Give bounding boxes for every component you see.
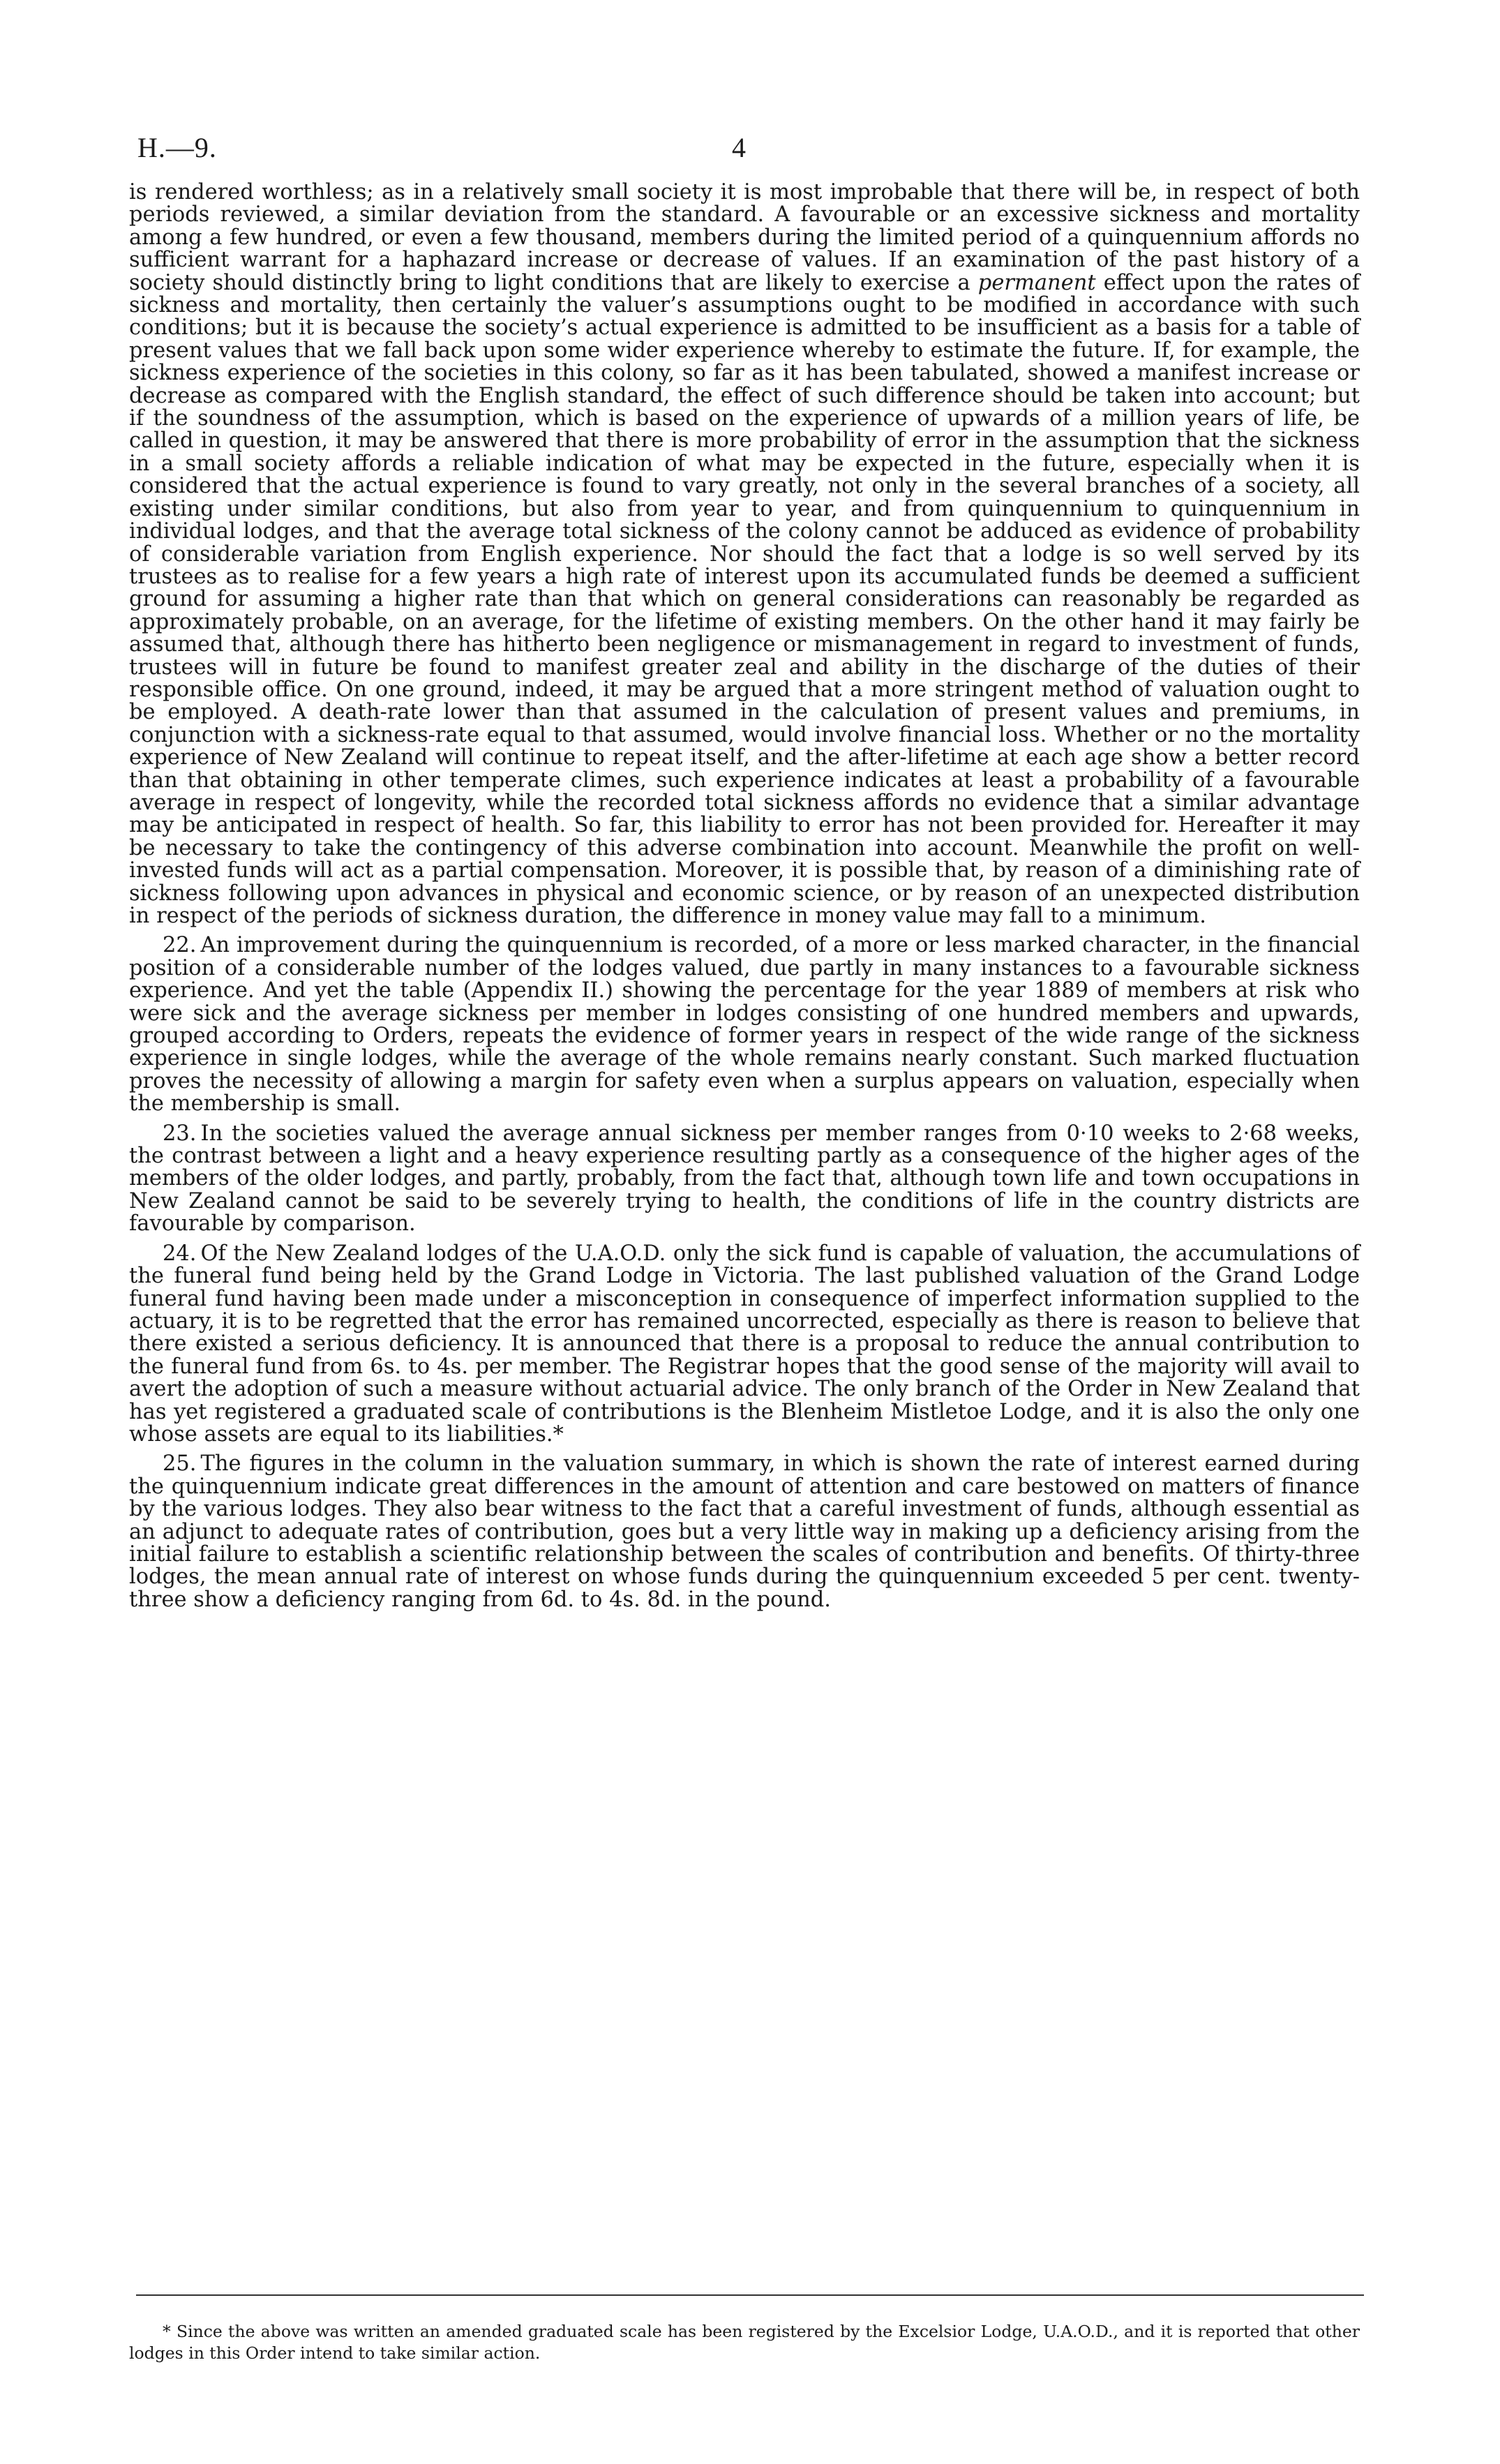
paragraph-25 (129, 1453, 1360, 1611)
text-segment: An improvement during the quinquennium is recorded, of a more or less marked character, in the financial position of a considerable number of the lodges valued, due partly in many instances to a favourable sickness experience. And yet the table (Appendix II.) showing the percentage for the year 1889 of members at risk who were sick and the average sickness per member in lodges consisting of one hundred members and upwards, grouped according to Orders, repeats the evidence of former years in respect of the wide range of the sickness experience in single lodges, while the average of the whole remains nearly constant. Such marked fluctuation proves the necessity of allowing a margin for safety even when a surplus appears on valuation, especially when the membership is small. (129, 933, 1360, 1117)
body-text (129, 181, 1360, 1618)
paragraph-23 (129, 1123, 1360, 1236)
page-header (137, 131, 1363, 173)
text-segment: effect upon the rates of sickness and mortality, then certainly the valuer’s assumptions ought to be modified in accordance with such conditions; but it is because the society’s actual experience is admitted to be insufficient as a basis for a table of present values that we fall back upon some wider experience whereby to estimate the future. If, for example, the sickness experience of the societies in this colony, so far as it has been tabulated, showed a manifest increase or decrease as compared with the English standard, the effect of such difference should be taken into account; but if the soundness of the assumption, which is based on the experience of upwards of a million years of life, be called in question, it may be answered that there is more probability of error in the assumption that the sickness in a small society affords a reliable indication of what may be expected in the future, especially when it is considered that the actual experience is found to vary greatly, not only in the several branches of a society, all existing under similar conditions, but also from year to year, and from quinquennium to quinquennium in individual lodges, and that the average total sickness of the colony cannot be adduced as evidence of probability of considerable variation from English experience. Nor should the fact that a lodge is so well served by its trustees as to realise for a few years a high rate of interest upon its accumulated funds be deemed a sufficient ground for assuming a higher rate than that which on general considerations can reasonably be regarded as approximately probable, on an average, for the lifetime of existing members. On the other hand it may fairly be assumed that, although there has hitherto been negligence or mismanagement in regard to investment of funds, trustees will in future be found to manifest greater zeal and ability in the discharge of the duties of their responsible office. On one ground, indeed, it may be argued that a more stringent method of valuation ought to be employed. A death-rate lower than that assumed in the calculation of present values and premiums, in conjunction with a sickness-rate equal to that assumed, would involve financial loss. Whether or no the mortality experience of New Zealand will continue to repeat itself, and the after-lifetime at each age show a better record than that obtaining in other temperate climes, such experience indicates at least a probability of a favourable average in respect of longevity, while the recorded total sickness affords no evidence that a similar advantage may be anticipated in respect of health. So far, this liability to error has not been provided for. Hereafter it may be necessary to take the contingency of this adverse combination into account. Meanwhile the profit on well-invested funds will act as a partial compensation. Moreover, it is possible that, by reason of a diminishing rate of sickness following upon advances in physical and economic science, or by reason of an unexpected distribution in respect of the periods of sickness duration, the difference in money value may fall to a minimum. (129, 270, 1360, 928)
paragraph-continued (129, 181, 1360, 927)
paragraph-number: 25. (163, 1451, 197, 1477)
paragraph-22 (129, 934, 1360, 1115)
paragraph-number: 24. (163, 1241, 197, 1266)
text-segment: is rendered worthless; as in a relatively small society it is most improbable that there will be, in respect of both periods reviewed, a similar deviation from the standard. A favourable or an excessive sickness and mortality among a few hundred, or even a few thousand, members during the limited period of a quinquennium affords no sufficient warrant for a haphazard increase or decrease of values. If an examination of the past history of a society should distinctly bring to light conditions that are likely to exercise a (129, 180, 1360, 295)
text-segment: Of the New Zealand lodges of the U.A.O.D. only the sick fund is capable of valuation, the accumulations of the funeral fund being held by the Grand Lodge in Victoria. The last published valuation of the Grand Lodge funeral fund having been made under a misconception in consequence of imperfect information supplied to the actuary, it is to be regretted that the error has remained uncorrected, especially as there is reason to believe that there existed a serious deficiency. It is announced that there is a proposal to reduce the annual contribution to the funeral fund from 6s. to 4s. per member. The Registrar hopes that the good sense of the majority will avail to avert the adoption of such a measure without actuarial advice. The only branch of the Order in New Zealand that has yet registered a graduated scale of contributions is the Blenheim Mistletoe Lodge, and it is also the only one whose assets are equal to its liabilities.* (129, 1241, 1360, 1447)
emphasis-text: permanent (977, 270, 1096, 295)
text-segment: The figures in the column in the valuation summary, in which is shown the rate of interest earned during the quinquennium indicate great differences in the amount of attention and care bestowed on matters of finance by the various lodges. They also bear witness to the fact that a careful investment of funds, although essential as an adjunct to adequate rates of contribution, goes but a very little way in making up a deficiency arising from the initial failure to establish a scientific relationship between the scales of contribution and benefits. Of thirty-three lodges, the mean annual rate of interest on whose funds during the quinquennium exceeded 5 per cent. twenty-three show a deficiency ranging from 6d. to 4s. 8d. in the pound. (129, 1451, 1360, 1612)
document-reference: H.—9. (137, 132, 217, 163)
paragraph-24 (129, 1243, 1360, 1447)
paragraph-number: 22. (163, 933, 197, 958)
footnote-divider (136, 2294, 1364, 2296)
footnote: * Since the above was written an amended graduated scale has been registered by the Excelsior Lodge, U.A.O.D., and it is reported that other lodges in this Order intend to take similar action. (129, 2321, 1360, 2363)
page-number: 4 (732, 132, 746, 163)
text-segment: In the societies valued the average annual sickness per member ranges from 0·10 weeks to 2·68 weeks, the contrast between a light and a heavy experience resulting partly as a consequence of the higher ages of the members of the older lodges, and partly, probably, from the fact that, although town life and town occupations in New Zealand cannot be said to be severely trying to health, the conditions of life in the country districts are favourable by comparison. (129, 1121, 1360, 1237)
paragraph-number: 23. (163, 1121, 197, 1146)
